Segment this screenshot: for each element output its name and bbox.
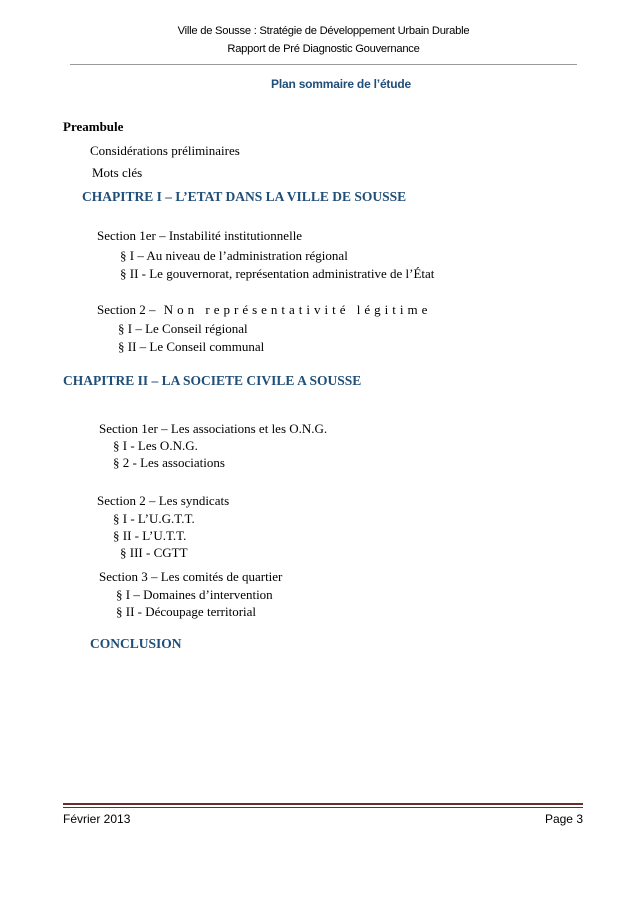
chapter-1-section-2-prefix: Section 2 – — [97, 302, 156, 317]
chapter-1-section-2 — [97, 302, 431, 318]
chapter-2-section-2-para-3: § III - CGTT — [120, 545, 188, 560]
chapter-1-section-1-para-1: § I – Au niveau de l’administration régional — [120, 248, 348, 263]
chapter-2-section-3-para-2: § II - Découpage territorial — [116, 604, 257, 619]
conclusion-heading: CONCLUSION — [90, 636, 182, 651]
footer-divider — [63, 803, 583, 805]
preambule-heading: Preambule — [63, 119, 124, 134]
header-line-1: Ville de Sousse : Stratégie de Développement Urbain Durable — [177, 25, 470, 37]
chapter-1-section-2-para-1: § I – Le Conseil régional — [118, 321, 248, 336]
chapter-1-heading: CHAPITRE I – L’ETAT DANS LA VILLE DE SOUSSE — [82, 189, 407, 204]
toc-mots-cles: Mots clés — [92, 165, 143, 180]
chapter-1-section-2-title: Non représentativité légitime — [163, 302, 432, 317]
chapter-2-section-1-para-2: § 2 - Les associations — [113, 455, 225, 470]
footer-date: Février 2013 — [63, 812, 131, 826]
chapter-2-section-2: Section 2 – Les syndicats — [97, 493, 230, 508]
chapter-1-section-1: Section 1er – Instabilité institutionnelle — [97, 228, 303, 243]
chapter-1-section-2-para-2: § II – Le Conseil communal — [118, 339, 265, 354]
page-header — [70, 22, 577, 58]
chapter-2-heading: CHAPITRE II – LA SOCIETE CIVILE A SOUSSE — [63, 373, 362, 388]
chapter-1-section-1-para-2: § II - Le gouvernorat, représentation administrative de l’État — [120, 266, 435, 281]
chapter-2-section-3: Section 3 – Les comités de quartier — [99, 569, 283, 584]
footer-divider-thin — [63, 807, 583, 808]
header-divider — [70, 64, 577, 65]
chapter-2-section-1-para-1: § I - Les O.N.G. — [113, 438, 198, 453]
toc-considerations: Considérations préliminaires — [90, 143, 240, 158]
header-line-2: Rapport de Pré Diagnostic Gouvernance — [227, 43, 420, 55]
chapter-2-section-2-para-1: § I - L’U.G.T.T. — [113, 511, 195, 526]
chapter-2-section-3-para-1: § I – Domaines d’intervention — [116, 587, 273, 602]
chapter-2-section-2-para-2: § II - L’U.T.T. — [113, 528, 187, 543]
chapter-2-section-1: Section 1er – Les associations et les O.N.G. — [99, 421, 328, 436]
page-number: Page 3 — [544, 812, 583, 826]
plan-title: Plan sommaire de l’étude — [271, 77, 411, 91]
